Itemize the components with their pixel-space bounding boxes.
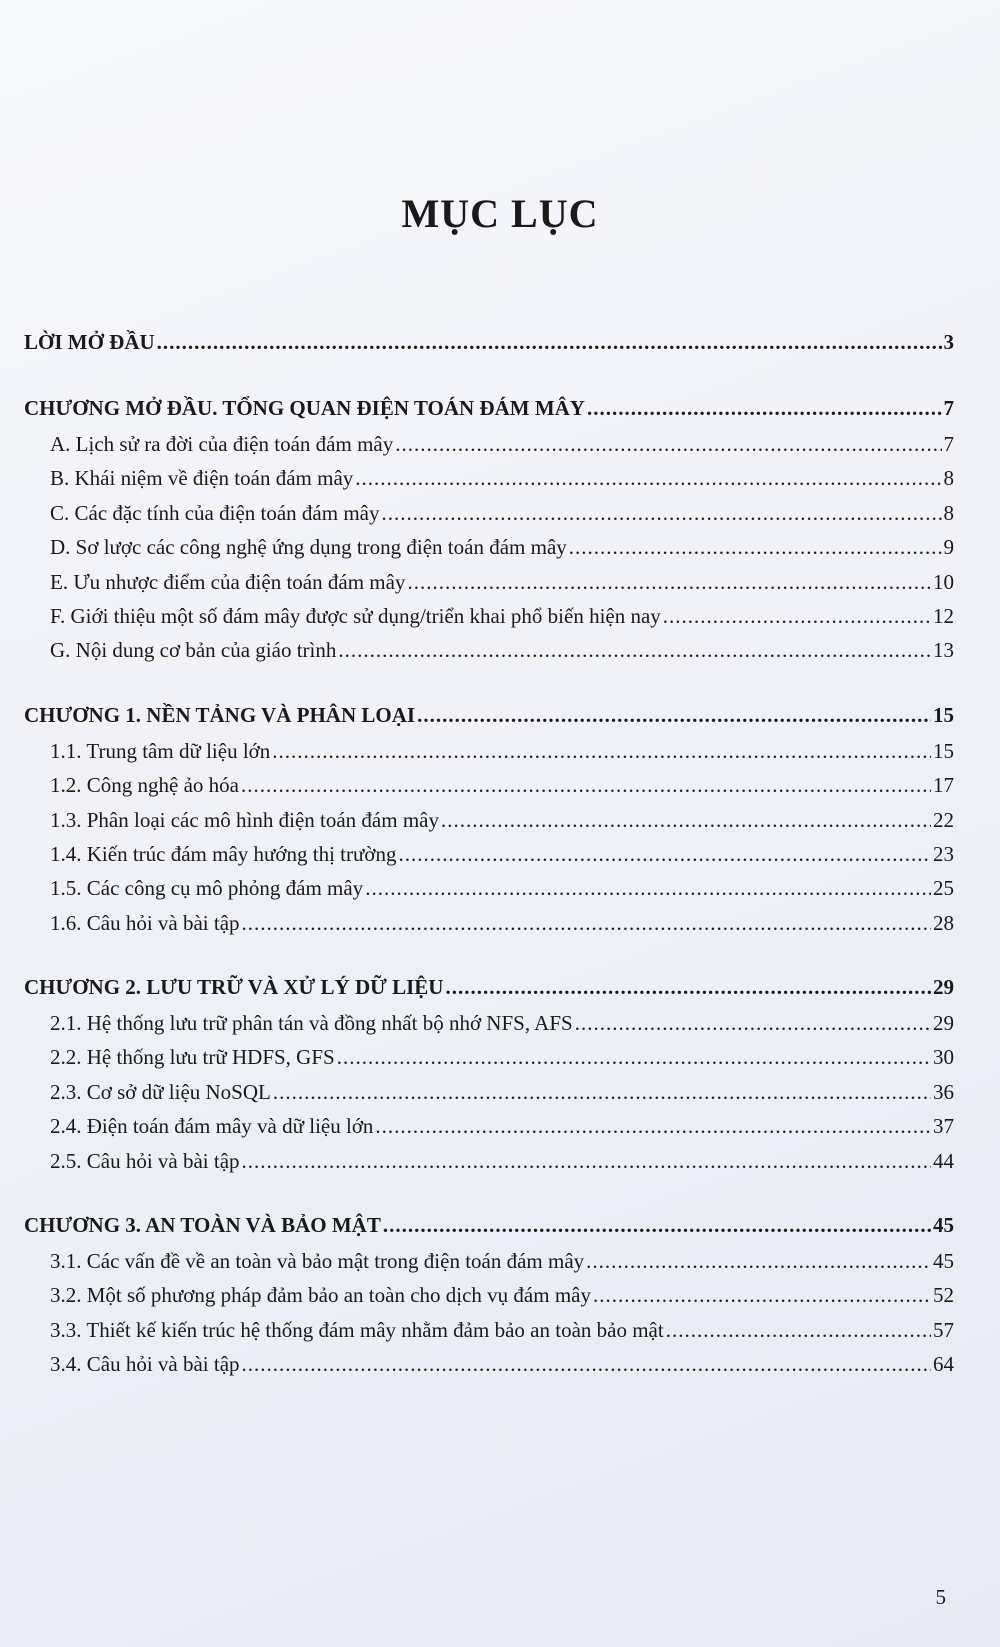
toc-leader-dots bbox=[593, 1283, 931, 1308]
toc-entry-label: 1.4. Kiến trúc đám mây hướng thị trường bbox=[50, 841, 397, 866]
toc-entry-label: B. Khái niệm về điện toán đám mây bbox=[50, 466, 354, 491]
toc-entry-label: 1.2. Công nghệ ảo hóa bbox=[50, 773, 239, 798]
toc-entry-label: E. Ưu nhược điểm của điện toán đám mây bbox=[50, 569, 406, 594]
toc-entry-page: 45 bbox=[933, 1249, 954, 1274]
toc-leader-dots bbox=[375, 1114, 931, 1139]
toc-entry-label: 3.1. Các vấn đề về an toàn và bảo mật trong điện toán đám mây bbox=[50, 1249, 585, 1274]
toc-entry-label: 3.2. Một số phương pháp đảm bảo an toàn cho dịch vụ đám mây bbox=[50, 1283, 591, 1308]
toc-leader-dots bbox=[586, 1249, 931, 1274]
toc-entry-label: D. Sơ lược các công nghệ ứng dụng trong điện toán đám mây bbox=[50, 535, 567, 560]
toc-entry-page: 52 bbox=[933, 1283, 954, 1308]
toc-section-entry bbox=[24, 1114, 954, 1148]
toc-entry-page: 3 bbox=[943, 330, 954, 354]
toc-entry-page: 13 bbox=[933, 638, 954, 663]
toc-entry-page: 8 bbox=[943, 466, 954, 491]
toc-leader-dots bbox=[242, 1352, 931, 1377]
toc-leader-dots bbox=[383, 1213, 931, 1238]
toc-leader-dots bbox=[355, 466, 941, 491]
toc-leader-dots bbox=[242, 1149, 931, 1174]
toc-leader-dots bbox=[241, 773, 931, 798]
toc-entry-label: A. Lịch sử ra đời của điện toán đám mây bbox=[50, 432, 394, 456]
toc-entry-page: 44 bbox=[933, 1148, 954, 1173]
toc-leader-dots bbox=[666, 1318, 931, 1343]
toc-entry-page: 15 bbox=[933, 738, 954, 763]
toc-entry-label: CHƯƠNG MỞ ĐẦU. TỔNG QUAN ĐIỆN TOÁN ĐÁM MÂY bbox=[24, 396, 585, 420]
toc-section-entry bbox=[24, 501, 954, 535]
toc-entry-page: 23 bbox=[933, 841, 954, 866]
toc-leader-dots bbox=[395, 432, 941, 457]
toc-entry-page: 30 bbox=[933, 1045, 954, 1070]
toc-leader-dots bbox=[445, 975, 931, 1000]
toc-chapter-entry bbox=[24, 975, 954, 1011]
toc-leader-dots bbox=[381, 501, 941, 526]
toc-entry-label: CHƯƠNG 2. LƯU TRỮ VÀ XỬ LÝ DỮ LIỆU bbox=[24, 975, 444, 1000]
toc-leader-dots bbox=[272, 739, 931, 764]
toc-entry-page: 64 bbox=[933, 1352, 954, 1377]
toc-leader-dots bbox=[242, 911, 931, 936]
toc-chapter-entry bbox=[24, 703, 954, 739]
toc-section-entry bbox=[24, 842, 954, 876]
toc-section-entry bbox=[24, 1080, 954, 1114]
toc-section-entry bbox=[24, 466, 954, 500]
toc-leader-dots bbox=[663, 604, 931, 629]
toc-entry-page: 36 bbox=[933, 1079, 954, 1104]
toc-entry-label: C. Các đặc tính của điện toán đám mây bbox=[50, 500, 380, 525]
toc-entry-label: 3.3. Thiết kế kiến trúc hệ thống đám mây nhằm đảm bảo an toàn bảo mật bbox=[50, 1317, 664, 1342]
toc-entry-page: 9 bbox=[943, 535, 954, 560]
toc-section-entry bbox=[24, 432, 954, 466]
toc-section-entry bbox=[24, 570, 954, 604]
toc-entry-label: F. Giới thiệu một số đám mây được sử dụng/triển khai phổ biến hiện nay bbox=[50, 603, 661, 628]
toc-entry-label: LỜI MỞ ĐẦU bbox=[24, 330, 155, 354]
toc-leader-dots bbox=[338, 638, 931, 663]
toc-section-entry bbox=[24, 604, 954, 638]
toc-entry-label: CHƯƠNG 3. AN TOÀN VÀ BẢO MẬT bbox=[24, 1213, 381, 1238]
toc-entry-label: 1.3. Phân loại các mô hình điện toán đám mây bbox=[50, 807, 439, 832]
toc-entry-page: 7 bbox=[943, 432, 954, 456]
toc-entry-page: 57 bbox=[933, 1317, 954, 1342]
toc-leader-dots bbox=[417, 703, 931, 728]
toc-entry-label: 1.5. Các công cụ mô phỏng đám mây bbox=[50, 876, 364, 901]
toc-leader-dots bbox=[587, 396, 942, 421]
toc-section-entry bbox=[24, 535, 954, 569]
toc-entry-label: CHƯƠNG 1. NỀN TẢNG VÀ PHÂN LOẠI bbox=[24, 702, 416, 727]
toc-entry-page: 10 bbox=[933, 569, 954, 594]
toc-section-entry bbox=[24, 739, 954, 773]
toc-chapter-entry bbox=[24, 396, 954, 432]
toc-section-entry bbox=[24, 876, 954, 910]
toc-section-entry bbox=[24, 1352, 954, 1386]
toc-section-entry bbox=[24, 1318, 954, 1352]
toc-entry-page: 12 bbox=[933, 603, 954, 628]
toc-leader-dots bbox=[569, 535, 942, 560]
toc-entry-label: 2.4. Điện toán đám mây và dữ liệu lớn bbox=[50, 1114, 374, 1139]
toc-entry-label: 2.2. Hệ thống lưu trữ HDFS, GFS bbox=[50, 1045, 335, 1070]
toc-section-entry bbox=[24, 1249, 954, 1283]
toc-chapter-entry bbox=[24, 1213, 954, 1249]
page-title: MỤC LỤC bbox=[401, 191, 599, 236]
page-number: 5 bbox=[935, 1585, 946, 1609]
toc-leader-dots bbox=[399, 842, 932, 867]
toc-leader-dots bbox=[407, 570, 931, 595]
toc-section-entry bbox=[24, 1283, 954, 1317]
toc-entry-page: 25 bbox=[933, 876, 954, 901]
toc-entry-label: 1.1. Trung tâm dữ liệu lớn bbox=[50, 738, 271, 763]
toc-entry-page: 45 bbox=[933, 1213, 954, 1238]
toc-leader-dots bbox=[365, 876, 931, 901]
toc-entry-page: 28 bbox=[933, 910, 954, 935]
toc-entry-label: G. Nội dung cơ bản của giáo trình bbox=[50, 638, 337, 663]
toc-section-entry bbox=[24, 773, 954, 807]
toc-entry-page: 29 bbox=[933, 975, 954, 1000]
toc-entry-label: 3.4. Câu hỏi và bài tập bbox=[50, 1352, 240, 1377]
table-of-contents bbox=[24, 330, 954, 1387]
toc-section-entry bbox=[24, 1149, 954, 1183]
toc-entry-page: 7 bbox=[943, 396, 954, 420]
toc-leader-dots bbox=[273, 1080, 931, 1105]
toc-section-entry bbox=[24, 1045, 954, 1079]
toc-leader-dots bbox=[157, 330, 942, 355]
toc-section-entry bbox=[24, 638, 954, 672]
toc-entry-label: 1.6. Câu hỏi và bài tập bbox=[50, 910, 240, 935]
toc-leader-dots bbox=[441, 808, 931, 833]
toc-entry-page: 29 bbox=[933, 1011, 954, 1036]
toc-entry-page: 37 bbox=[933, 1114, 954, 1139]
toc-section-entry bbox=[24, 911, 954, 945]
toc-entry-page: 17 bbox=[933, 773, 954, 798]
toc-leader-dots bbox=[337, 1045, 931, 1070]
toc-section-entry bbox=[24, 808, 954, 842]
toc-entry-page: 15 bbox=[933, 702, 954, 727]
toc-leader-dots bbox=[575, 1011, 931, 1036]
toc-entry-label: 2.5. Câu hỏi và bài tập bbox=[50, 1148, 240, 1173]
toc-entry-label: 2.1. Hệ thống lưu trữ phân tán và đồng nhất bộ nhớ NFS, AFS bbox=[50, 1011, 573, 1036]
toc-section-entry bbox=[24, 1011, 954, 1045]
toc-entry-label: 2.3. Cơ sở dữ liệu NoSQL bbox=[50, 1079, 271, 1104]
toc-entry-page: 22 bbox=[933, 807, 954, 832]
toc-chapter-entry bbox=[24, 330, 954, 366]
toc-entry-page: 8 bbox=[943, 500, 954, 525]
